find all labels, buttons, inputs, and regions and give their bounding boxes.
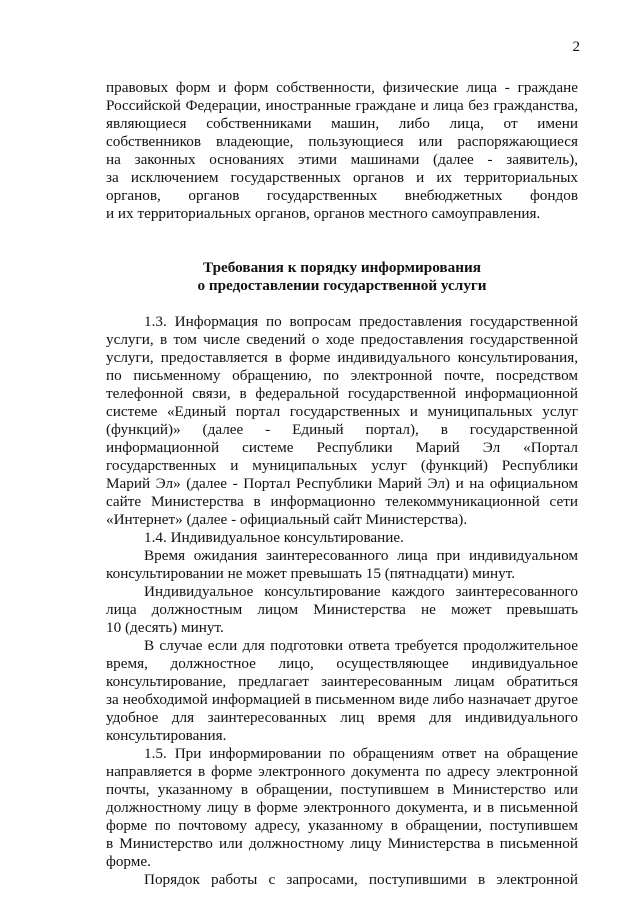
text-line: органов, органов государственных внебюджетных фондов	[106, 187, 578, 204]
text-line: и их территориальных органов, органов местного самоуправления.	[106, 205, 541, 222]
text-line: Порядок работы с запросами, поступившими в электронной	[144, 871, 578, 888]
paragraph-long-preparation	[106, 637, 578, 745]
text-line: консультирование, предлагает заинтересованным лицам обратиться	[106, 673, 578, 690]
section-heading	[106, 259, 578, 295]
text-line: услуги, в том числе сведений о ходе предоставления государственной	[106, 331, 578, 348]
text-line: лица должностным лицом Министерства не может превышать	[106, 601, 578, 618]
text-line: Марий Эл» (далее - Портал Республики Марий Эл) и на официальном	[106, 475, 578, 492]
text-line: собственников владеющие, пользующиеся или распоряжающиеся	[106, 133, 578, 150]
text-line: 1.3. Информация по вопросам предоставления государственной	[144, 313, 578, 330]
text-line: время, должностное лицо, осуществляющее индивидуальное	[106, 655, 578, 672]
paragraph-wait-time	[106, 547, 578, 583]
text-line: консультировании не может превышать 15 (пятнадцати) минут.	[106, 565, 515, 582]
paragraph-1-5	[106, 745, 578, 871]
text-line: за исключением государственных органов и их территориальных	[106, 169, 578, 186]
text-line: на законных основаниях этими машинами (далее - заявитель),	[106, 151, 578, 168]
text-line: удобное для заинтересованных лиц время для индивидуального	[106, 709, 578, 726]
text-line: по письменному обращению, по электронной почте, посредством	[106, 367, 578, 384]
text-line: за необходимой информацией в письменном виде либо назначает другое	[106, 691, 578, 708]
text-line: почты, указанному в обращении, поступившем в Министерство или	[106, 781, 578, 798]
heading-line: о предоставлении государственной услуги	[197, 277, 487, 294]
paragraph-electronic-requests	[106, 871, 578, 889]
text-line: в Министерство или должностному лицу Министерства в письменной	[106, 835, 578, 852]
paragraph-1-4	[106, 529, 578, 547]
heading-line: Требования к порядку информирования	[203, 259, 481, 276]
text-line: телефонной связи, в федеральной государственной информационной	[106, 385, 578, 402]
paragraph-1-3	[106, 313, 578, 529]
text-line: системе «Единый портал государственных и муниципальных услуг	[106, 403, 578, 420]
text-line: должностному лицу в форме электронного документа, и в письменной	[106, 799, 578, 816]
text-line: (функций)» (далее - Единый портал), в государственной	[106, 421, 578, 438]
text-line: Время ожидания заинтересованного лица при индивидуальном	[144, 547, 578, 564]
text-line: сайте Министерства в информационно телекоммуникационной сети	[106, 493, 578, 510]
text-line: направляется в форме электронного документа по адресу электронной	[106, 763, 578, 780]
text-line: форме.	[106, 853, 151, 870]
page-number: 2	[572, 39, 580, 55]
text-line: Индивидуальное консультирование каждого заинтересованного	[144, 583, 578, 600]
intro-paragraph	[106, 79, 578, 223]
text-line: являющиеся собственниками машин, либо лица, от имени	[106, 115, 578, 132]
text-line: правовых форм и форм собственности, физические лица - граждане	[106, 79, 578, 96]
text-line: 10 (десять) минут.	[106, 619, 224, 636]
text-line: «Интернет» (далее - официальный сайт Министерства).	[106, 511, 468, 528]
text-line: информационной системе Республики Марий Эл «Портал	[106, 439, 578, 456]
text-line: Российской Федерации, иностранные граждане и лица без гражданства,	[106, 97, 578, 114]
document-body	[106, 79, 578, 889]
text-line: услуги, предоставляется в форме индивидуального консультирования,	[106, 349, 578, 366]
text-line: В случае если для подготовки ответа требуется продолжительное	[144, 637, 578, 654]
text-line: форме по почтовому адресу, указанному в обращении, поступившем	[106, 817, 578, 834]
text-line: 1.5. При информировании по обращениям ответ на обращение	[144, 745, 578, 762]
text-line: государственных и муниципальных услуг (функций) Республики	[106, 457, 578, 474]
text-line: консультирования.	[106, 727, 227, 744]
paragraph-individual-consulting	[106, 583, 578, 637]
text-line: 1.4. Индивидуальное консультирование.	[144, 529, 404, 546]
